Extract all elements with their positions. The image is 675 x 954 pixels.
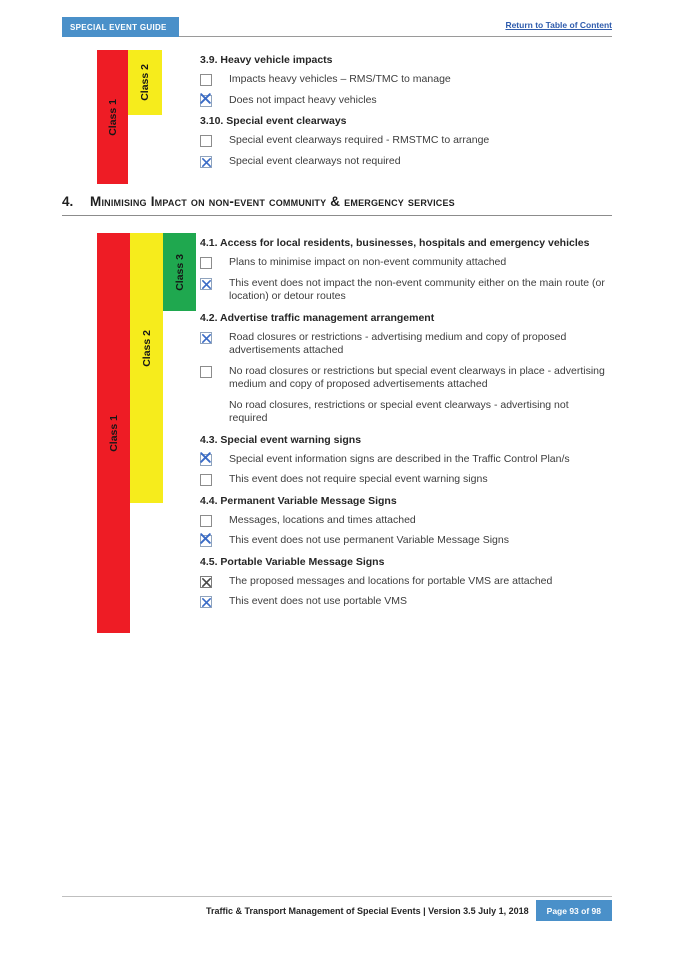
checklist-section-3	[200, 48, 614, 175]
checklist-item-label: Special event information signs are described in the Traffic Control Plan/s	[229, 452, 570, 465]
class-bar-label: Class 1	[107, 414, 120, 452]
checklist-item-label: Special event clearways required - RMSTMC to arrange	[229, 134, 490, 146]
checkbox[interactable]	[200, 95, 212, 107]
section-title: Minimising Impact on non-event community & emergency services	[90, 194, 455, 209]
checklist-item-label: This event does not impact the non-event community either on the main route (or location) or detour routes	[229, 276, 605, 302]
checkbox[interactable]	[200, 332, 212, 344]
checkbox[interactable]	[200, 515, 212, 527]
checkbox[interactable]	[200, 366, 212, 378]
class-bar-label: Class 2	[140, 329, 153, 367]
checkbox[interactable]	[200, 135, 212, 147]
checklist-item	[200, 331, 614, 358]
footer-text: Traffic & Transport Management of Special Events | Version 3.5 July 1, 2018	[206, 905, 529, 916]
checkbox[interactable]	[200, 596, 212, 608]
checkbox[interactable]	[200, 454, 212, 466]
page-number-badge: Page 93 of 98	[536, 900, 612, 921]
checklist-item-label: No road closures or restrictions but special event clearways in place - advertising medium and copy of proposed advertisements attached	[229, 364, 605, 390]
checklist-item-label: Road closures or restrictions - advertising medium and copy of proposed advertisements attached	[229, 330, 567, 356]
checklist-item	[200, 595, 614, 609]
checklist-item	[200, 534, 614, 548]
footer	[62, 900, 612, 921]
footer-rule	[62, 896, 612, 897]
class-bar-label: Class 3	[173, 253, 186, 291]
checklist-item	[200, 94, 614, 108]
class1-bar	[97, 50, 128, 184]
checklist-item	[200, 365, 614, 392]
subsection-heading: 4.5. Portable Variable Message Signs	[200, 555, 385, 568]
class-bar-label: Class 1	[106, 98, 119, 136]
header-badge	[62, 17, 179, 37]
checklist-item-label: The proposed messages and locations for portable VMS are attached	[229, 574, 553, 587]
class1-bar	[97, 233, 130, 633]
class2-bar	[130, 233, 163, 503]
checklist-item	[200, 73, 614, 87]
checkbox[interactable]	[200, 576, 212, 588]
subsection-heading: 4.2. Advertise traffic management arrangement	[200, 311, 435, 324]
checkbox[interactable]	[200, 156, 212, 168]
checklist-item	[200, 155, 614, 169]
subsection-heading: 4.3. Special event warning signs	[200, 433, 362, 446]
checklist-item	[200, 473, 614, 487]
checkbox[interactable]	[200, 257, 212, 269]
class-bar-label: Class 2	[139, 64, 151, 101]
return-to-toc-link[interactable]: Return to Table of Content	[505, 20, 612, 30]
checkbox[interactable]	[200, 74, 212, 86]
header-badge-label: SPECIAL EVENT GUIDE	[70, 22, 167, 32]
checklist-item-label: Plans to minimise impact on non-event community attached	[229, 256, 507, 268]
subsection-heading: 4.4. Permanent Variable Message Signs	[200, 494, 397, 507]
checkbox-placeholder	[200, 400, 212, 412]
class2-bar	[128, 50, 162, 115]
subsection-heading: 4.1. Access for local residents, businesses, hospitals and emergency vehicles	[200, 237, 590, 249]
checklist-item-label: This event does not use portable VMS	[229, 595, 408, 607]
checklist-item-label: This event does not require special event warning signs	[229, 473, 488, 485]
checklist-item	[200, 256, 614, 270]
checklist-item	[200, 277, 614, 304]
checklist-item	[200, 514, 614, 528]
checklist-section-4	[200, 231, 614, 616]
checkbox[interactable]	[200, 535, 212, 547]
checklist-item-label: Special event clearways not required	[229, 154, 401, 167]
checklist-item	[200, 453, 614, 467]
section-4-heading	[62, 194, 612, 216]
checklist-item	[200, 134, 614, 148]
checklist-item-label: No road closures, restrictions or special event clearways - advertising not required	[229, 398, 569, 424]
checkbox[interactable]	[200, 278, 212, 290]
checklist-item-label: Messages, locations and times attached	[229, 513, 416, 526]
checklist-item	[200, 575, 614, 589]
subsection-heading: 3.10. Special event clearways	[200, 115, 347, 127]
checklist-item-label: Does not impact heavy vehicles	[229, 93, 377, 106]
section-number: 4.	[62, 194, 74, 209]
class3-bar	[163, 233, 196, 311]
checklist-item	[200, 399, 614, 426]
checklist-item-label: This event does not use permanent Variable Message Signs	[229, 534, 509, 546]
subsection-heading: 3.9. Heavy vehicle impacts	[200, 54, 333, 66]
checkbox[interactable]	[200, 474, 212, 486]
checklist-item-label: Impacts heavy vehicles – RMS/TMC to manage	[229, 73, 451, 85]
